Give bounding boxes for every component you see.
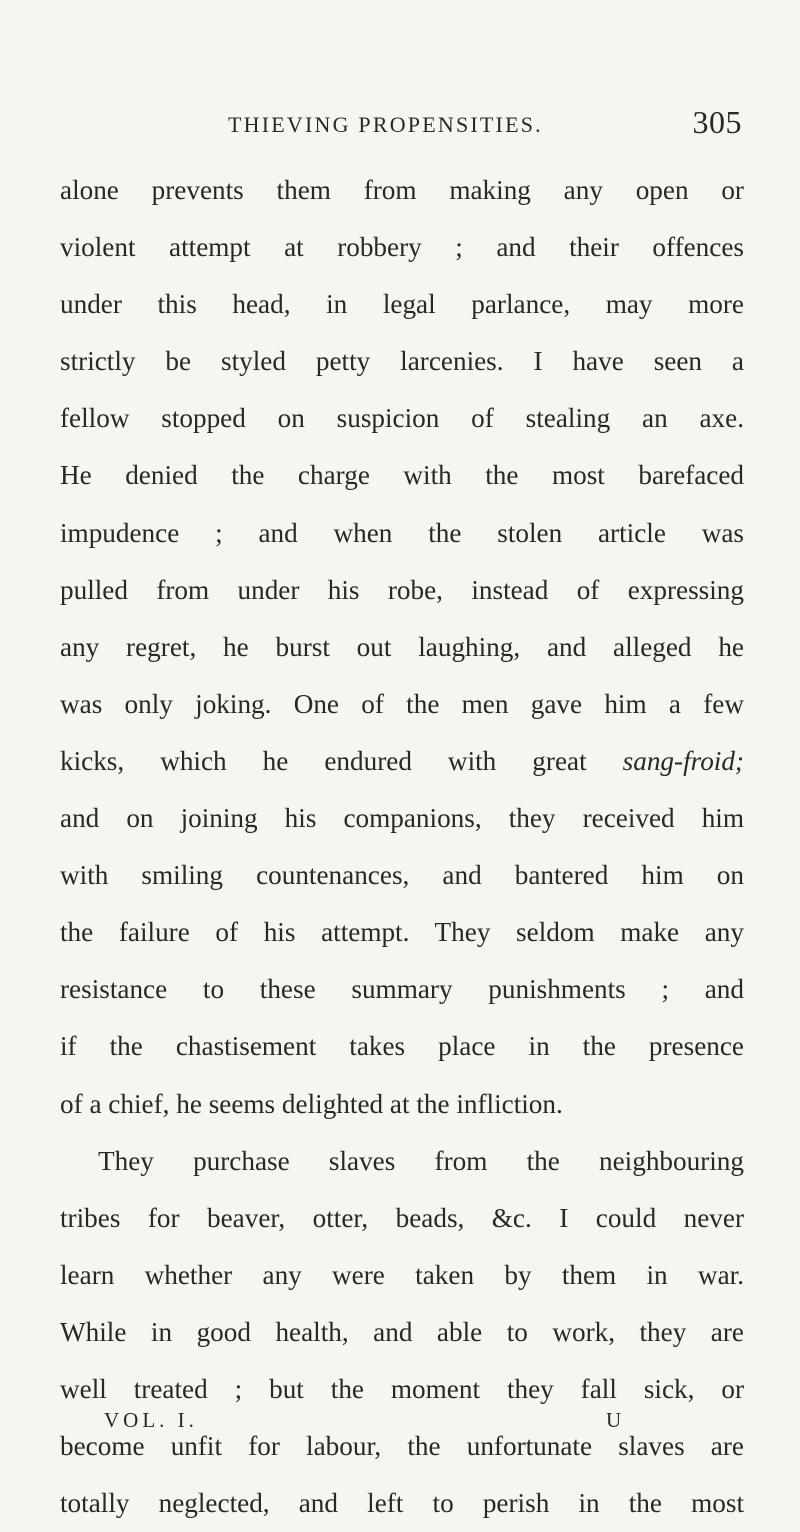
text-line-12: and on joining his companions, they received him [60,803,744,834]
text-line-20: learn whether any were taken by them in war. [60,1259,744,1290]
text-line-7: impudence ; and when the stolen article was [60,517,744,548]
running-head [60,104,742,148]
text-line-24: totally neglected, and left to perish in the most [60,1488,744,1519]
text-line-1: alone prevents them from making any open or [60,175,744,205]
text-line-18: They purchase slaves from the neighbouring [98,1145,744,1176]
text-line-6: He denied the charge with the most barefaced [60,460,744,491]
volume-signature: VOL. I. [104,1408,198,1432]
signature-letter: U [606,1408,622,1432]
running-title: THIEVING PROPENSITIES. [228,112,543,137]
text-line-10: was only joking. One of the men gave him a few [60,688,744,719]
text-line-22: well treated ; but the moment they fall sick, or [60,1373,744,1404]
text-line-17: of a chief, he seems delighted at the infliction. [60,1088,563,1119]
italic-phrase: sang-froid; [622,745,744,776]
text-line-13: with smiling countenances, and bantered him on [60,860,744,891]
text-line-8: pulled from under his robe, instead of expressing [60,574,744,605]
page-footer [104,1408,624,1438]
text-line-4: strictly be styled petty larcenies. I have seen a [60,346,744,377]
text-line-2: violent attempt at robbery ; and their offences [60,232,744,263]
text-line-9: any regret, he burst out laughing, and alleged he [60,631,744,662]
text-line-15: resistance to these summary punishments ; and [60,974,744,1005]
text-line-3: under this head, in legal parlance, may more [60,289,744,320]
text-line-5: fellow stopped on suspicion of stealing an axe. [60,403,744,434]
text-line-11 [60,733,744,790]
text-line-21: While in good health, and able to work, they are [60,1316,744,1347]
page-number: 305 [692,104,742,140]
body-text [60,162,744,1532]
text-line-19: tribes for beaver, otter, beads, &c. I could never [60,1202,744,1233]
text-line-14: the failure of his attempt. They seldom make any [60,917,744,948]
text-line-11-roman: kicks, which he endured with great [60,745,623,776]
text-line-23: become unfit for labour, the unfortunate slaves are [60,1431,744,1462]
text-line-16: if the chastisement takes place in the presence [60,1031,744,1062]
